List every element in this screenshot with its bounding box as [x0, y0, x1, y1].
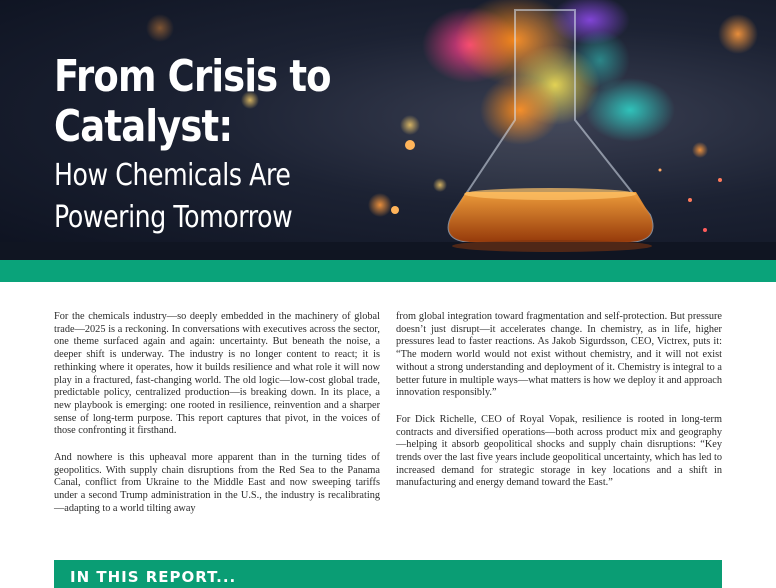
article-column-right: [396, 311, 722, 504]
page-title-line-1: From Crisis to: [54, 51, 331, 102]
article-paragraph: And nowhere is this upheaval more apparent than in the turning tides of geopolitics. With supply chain disruptions from the Red Sea to the Panama Canal, conflict from Ukraine to the Middle East and now sweeping tariffs under a second Trump administration in the U.S., the industry is recalibrating—adapting to a world tilting away: [54, 452, 380, 514]
page-subtitle-line-1: How Chemicals Are: [54, 158, 291, 193]
accent-band: [0, 260, 776, 282]
page-subtitle-line-2: Powering Tomorrow: [54, 200, 293, 235]
article-column-left: [54, 311, 380, 530]
title-block: [54, 52, 383, 236]
article-paragraph: from global integration toward fragmentation and self-protection. But pressure doesn’t just disrupt—it accelerates change. In chemistry, as in life, higher pressures lead to faster reactions. As Jakob Sigurdsson, CEO, Victrex, puts it: “The modern world would not exist without chemistry, and it will not exist without a strong understanding and deployment of it. Chemistry is integral to a better future in multiple ways—what matters is how we deploy it and approach innovation responsibly.”: [396, 311, 722, 399]
in-this-report-banner: [54, 560, 722, 588]
page-title-line-2: Catalyst:: [54, 101, 233, 152]
in-this-report-label: IN THIS REPORT...: [70, 568, 237, 586]
article-paragraph: For Dick Richelle, CEO of Royal Vopak, resilience is rooted in long-term contracts and diversified operations—both across product mix and geography—helping it absorb geopolitical shocks and supply chain disruptions: “Key trends over the last five years include geopolitical uncertainty, which has led to increased demand for strategic storage in key locations and a shift in manufacturing and energy demand toward the East.”: [396, 413, 722, 489]
article-paragraph: For the chemicals industry—so deeply embedded in the machinery of global trade—2025 is a reckoning. In conversations with executives across the sector, one theme surfaced again and again: uncertainty. But beneath the noise, a deeper shift is underway. The industry is no longer content to react; it is rethinking where it operates, how it builds resilience and what role it will now play in a fractured, fast-changing world. The old logic—low-cost global trade, predictable policy, centralized production—is breaking down. In its place, a new playbook is emerging: one rooted in resilience, reinvention and a sharper sense of long-term purpose. This report captures that pivot, in the voices of those confronting it firsthand.: [54, 311, 380, 437]
hero-banner: [0, 0, 776, 260]
